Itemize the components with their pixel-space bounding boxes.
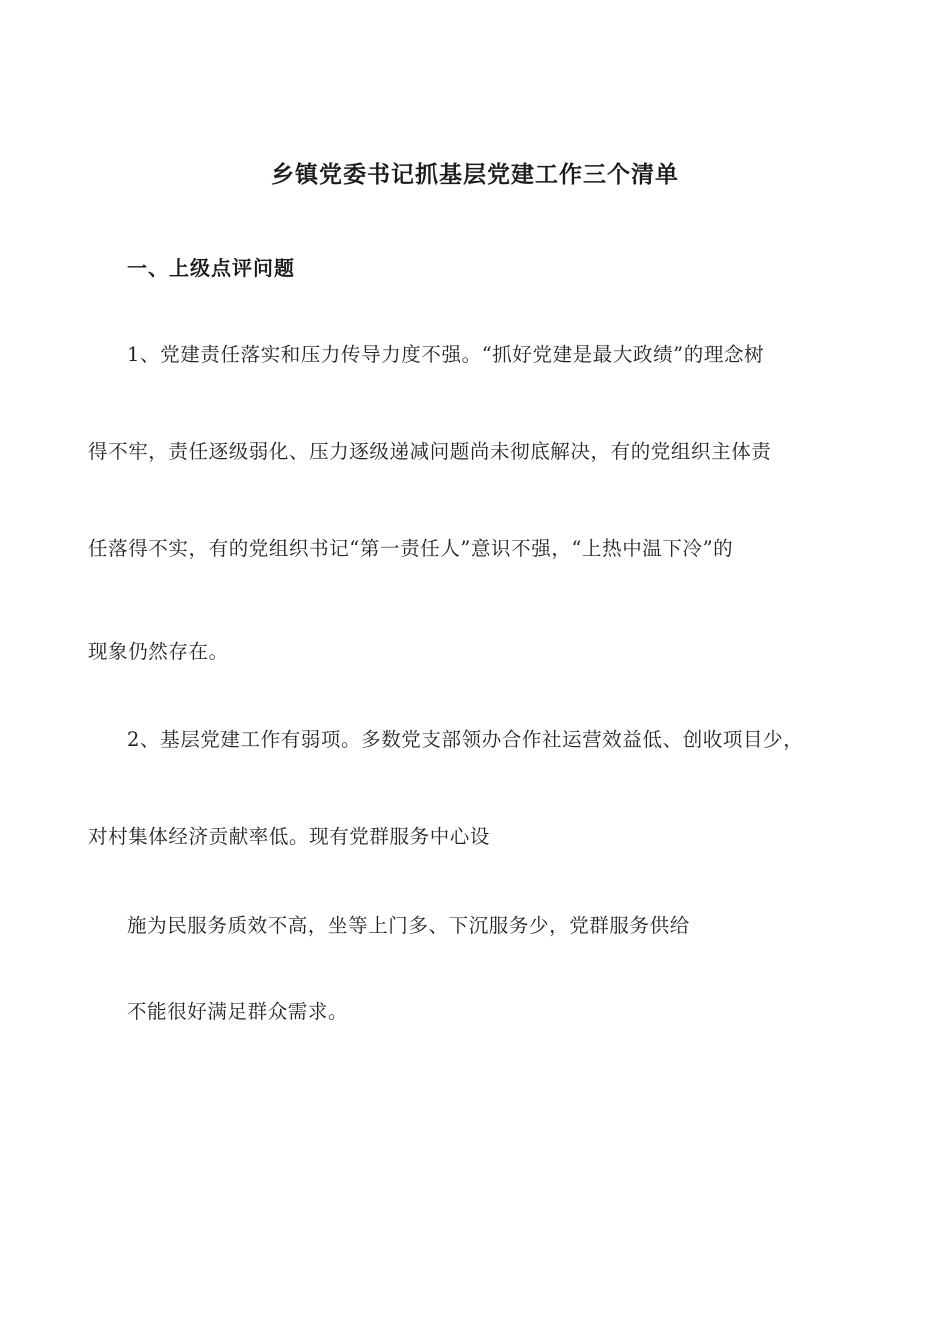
paragraph-line: 任落得不实，有的党组织书记“第一责任人”意识不强，“上热中温下冷”的 bbox=[88, 537, 734, 560]
paragraph-line: 现象仍然存在。 bbox=[88, 640, 229, 663]
paragraph-line: 对村集体经济贡献率低。现有党群服务中心设 bbox=[88, 825, 491, 848]
paragraph-line: 施为民服务质效不高，坐等上门多、下沉服务少，党群服务供给 bbox=[127, 914, 690, 937]
section-heading: 一、上级点评问题 bbox=[127, 256, 295, 280]
paragraph-line: 2、基层党建工作有弱项。多数党支部领办合作社运营效益低、创收项目少， bbox=[127, 728, 804, 751]
paragraph-line: 1、党建责任落实和压力传导力度不强。“抓好党建是最大政绩”的理念树 bbox=[127, 343, 765, 366]
paragraph-line: 得不牢，责任逐级弱化、压力逐级递减问题尚未彻底解决，有的党组织主体责 bbox=[88, 440, 772, 463]
document-title: 乡镇党委书记抓基层党建工作三个清单 bbox=[271, 162, 679, 188]
paragraph-line: 不能很好满足群众需求。 bbox=[127, 1000, 349, 1023]
